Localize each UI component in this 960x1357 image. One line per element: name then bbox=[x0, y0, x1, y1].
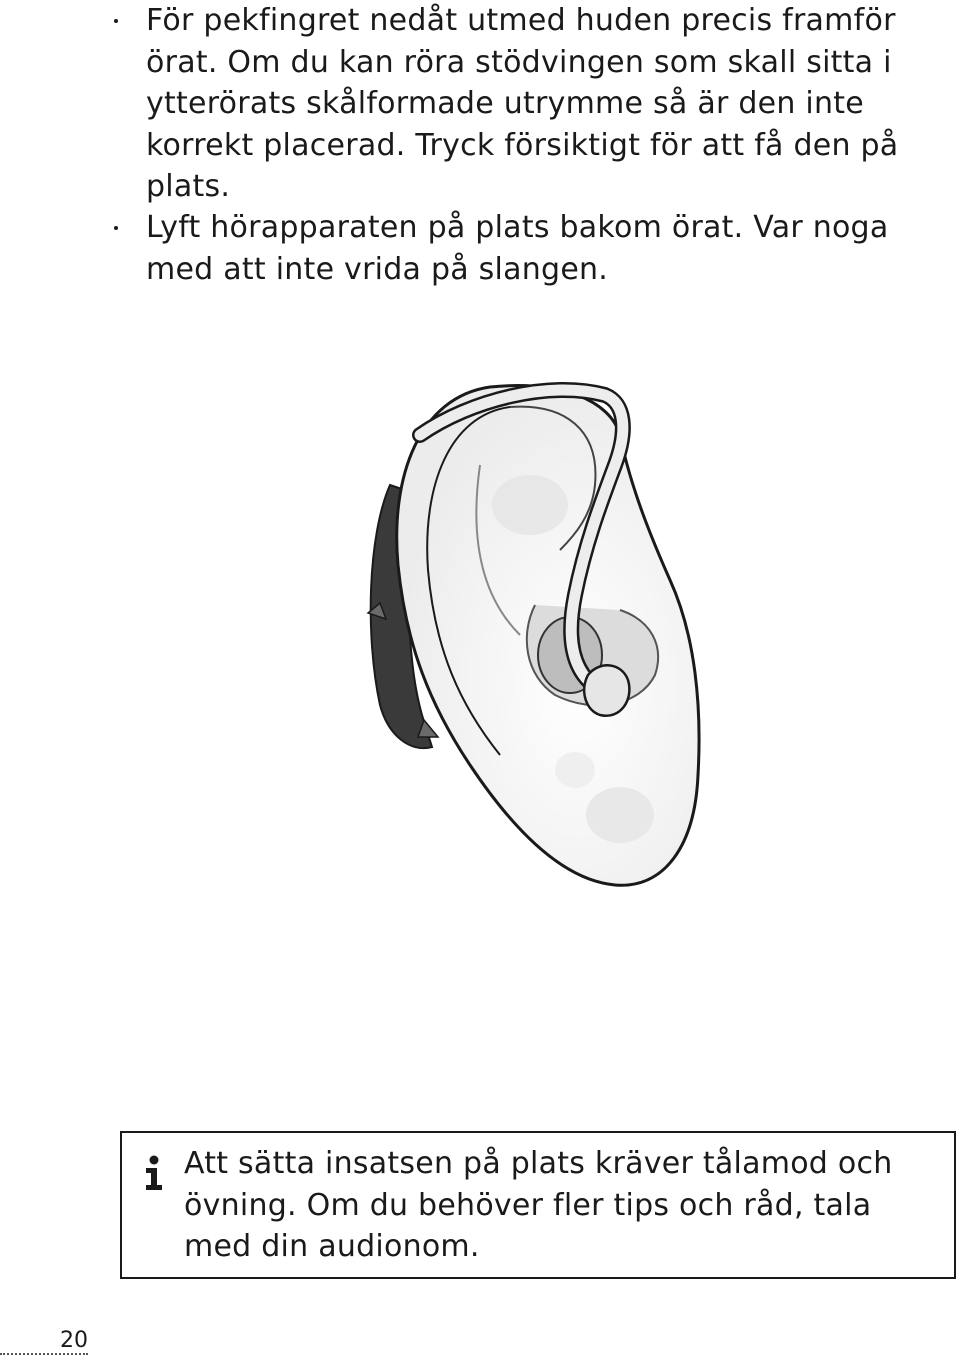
bullet-dot bbox=[114, 19, 118, 23]
info-box bbox=[120, 1131, 956, 1279]
instruction-text: För pekfingret nedåt utmed huden precis framför örat. Om du kan röra stödvingen som skall sitta i ytterörats skålformade utrymme så är den inte korrekt placerad. Tryck försiktigt för att få den på plats. bbox=[146, 3, 899, 204]
info-icon bbox=[142, 1155, 166, 1191]
page-number: 20 bbox=[60, 1328, 88, 1353]
bullet-dot bbox=[114, 226, 118, 230]
page-number-rule bbox=[0, 1353, 88, 1355]
instruction-text: Lyft hörapparaten på plats bakom örat. Var noga med att inte vrida på slangen. bbox=[146, 210, 889, 287]
info-text: Att sätta insatsen på plats kräver tålamod och övning. Om du behöver fler tips och råd, tala med din audionom. bbox=[184, 1146, 893, 1264]
ear-with-hearing-aid-illustration bbox=[360, 375, 740, 905]
